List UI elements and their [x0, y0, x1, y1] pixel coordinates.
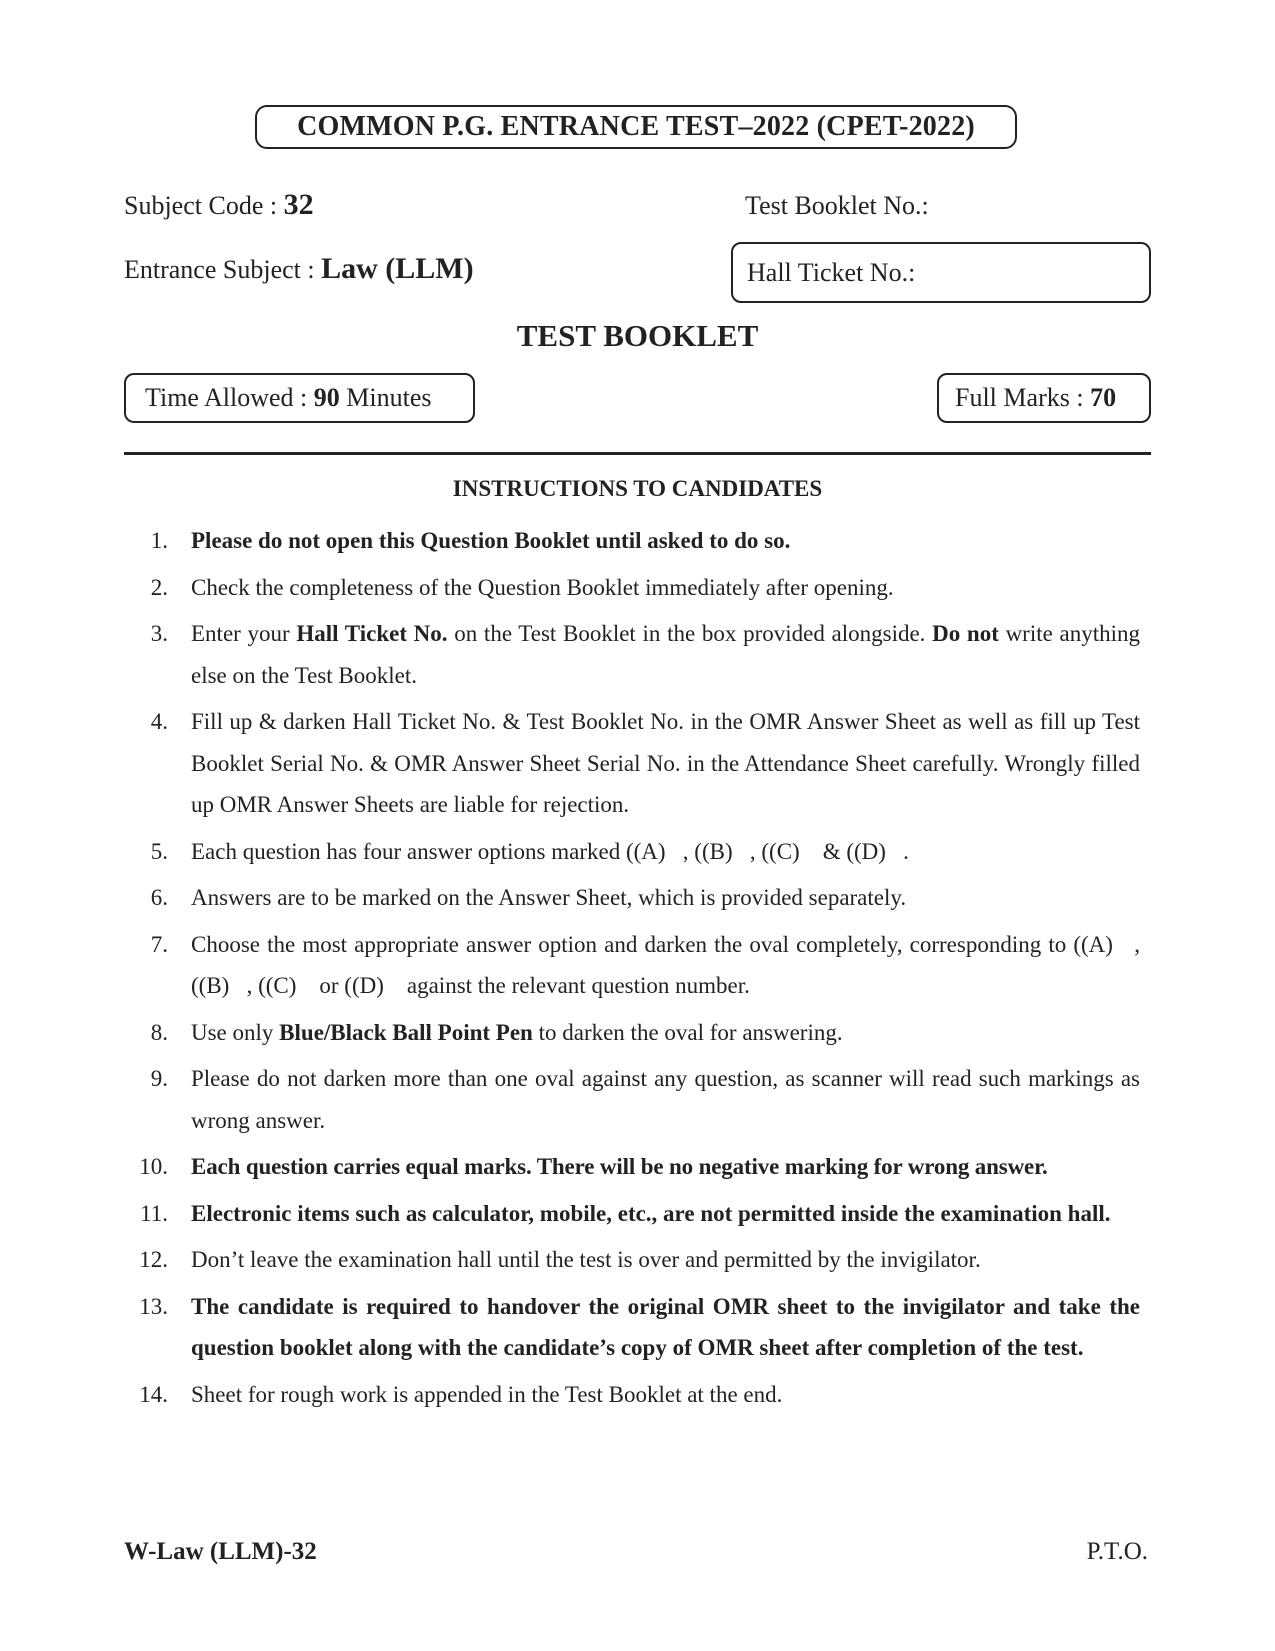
- instruction-number: 2.: [150, 574, 168, 600]
- subject-code-label: Subject Code :: [124, 191, 284, 220]
- entrance-subject: [124, 252, 474, 286]
- instruction-text: Please do not darken more than one oval against any question, as scanner will read such markings as wrong answer.: [191, 1066, 1140, 1133]
- instruction-number: 3.: [150, 621, 168, 646]
- entrance-subject-value: Law (LLM): [321, 252, 474, 285]
- instruction-item: [124, 1146, 1140, 1188]
- instruction-number: 7.: [150, 931, 168, 957]
- marks-value: 70: [1090, 383, 1117, 412]
- instruction-item: [124, 1012, 1140, 1054]
- time-unit: Minutes: [339, 383, 432, 412]
- instruction-item: [124, 1193, 1140, 1235]
- instruction-text-part: Use only: [191, 1019, 280, 1045]
- instruction-text-part: to darken the oval for answering.: [532, 1019, 843, 1045]
- instruction-number: 14.: [139, 1381, 168, 1407]
- instruction-item: [124, 1058, 1140, 1141]
- instruction-text: [191, 1012, 1140, 1054]
- instruction-item: [124, 1286, 1140, 1369]
- instruction-number: 8.: [150, 1019, 168, 1045]
- instruction-text: [191, 613, 1146, 696]
- instruction-item: [124, 701, 1140, 826]
- instruction-text: Check the completeness of the Question Booklet immediately after opening.: [191, 574, 894, 600]
- instruction-number: 6.: [150, 885, 168, 910]
- instruction-item: [124, 567, 1140, 609]
- time-label: Time Allowed :: [145, 383, 308, 412]
- instructions-heading: INSTRUCTIONS TO CANDIDATES: [452, 476, 823, 501]
- instruction-item: [124, 520, 1140, 562]
- instruction-text-part: write anything else on the Test Booklet.: [191, 621, 1146, 688]
- booklet-heading: TEST BOOKLET: [516, 318, 759, 353]
- hall-ticket-label: Hall Ticket No.:: [747, 257, 916, 287]
- marks-label: Full Marks :: [955, 383, 1091, 412]
- instruction-number: 4.: [150, 709, 168, 734]
- hall-ticket-box[interactable]: [731, 242, 1151, 303]
- instruction-emphasis: Hall Ticket No.: [296, 621, 448, 646]
- instruction-text: Answers are to be marked on the Answer Sheet, which is provided separately.: [191, 885, 907, 910]
- test-booklet-no-label: Test Booklet No.:: [745, 191, 929, 220]
- instruction-number: 5.: [150, 838, 168, 864]
- full-marks-box: [937, 373, 1151, 423]
- instruction-emphasis: Do not: [932, 621, 999, 646]
- instruction-text: Choose the most appropriate answer option and darken the oval completely, corresponding to ((A) , ((B) , ((C) or ((D) against the relevant question number.: [191, 931, 1146, 998]
- instruction-item: [124, 877, 1140, 919]
- instruction-text: Each question has four answer options marked ((A) , ((B) , ((C) & ((D) .: [191, 838, 909, 864]
- instruction-text-part: Enter your: [191, 621, 297, 646]
- footer-code: W-Law (LLM)-32: [124, 1538, 317, 1565]
- subject-code: [124, 188, 314, 222]
- footer-pto: P.T.O.: [1086, 1538, 1148, 1565]
- instruction-item: [124, 831, 1140, 873]
- time-value: 90: [313, 383, 340, 412]
- instruction-text: Don’t leave the examination hall until the test is over and permitted by the invigilator.: [191, 1247, 981, 1272]
- instruction-text: Fill up & darken Hall Ticket No. & Test Booklet No. in the OMR Answer Sheet as well as fill up Test Booklet Serial No. & OMR Answer Sheet Serial No. in the Attendance Sheet carefully. Wrongly filled up OMR Answer Sheets are liable for rejection.: [191, 709, 1140, 817]
- instruction-item: [124, 613, 1146, 696]
- instruction-text: Electronic items such as calculator, mobile, etc., are not permitted inside the examination hall.: [191, 1200, 1111, 1226]
- instruction-item: [124, 1239, 1140, 1281]
- instruction-text: Please do not open this Question Booklet until asked to do so.: [191, 528, 791, 553]
- instruction-item: [124, 924, 1146, 1007]
- entrance-subject-label: Entrance Subject :: [124, 255, 322, 284]
- time-allowed-box: [124, 373, 475, 423]
- instruction-number: 1.: [150, 528, 168, 553]
- instructions-list: [124, 520, 1146, 1420]
- instruction-number: 12.: [139, 1247, 168, 1272]
- divider: [124, 452, 1151, 455]
- instruction-emphasis: Blue/Black Ball Point Pen: [279, 1019, 533, 1045]
- instruction-number: 11.: [140, 1200, 168, 1226]
- instruction-text-part: on the Test Booklet in the box provided alongside.: [447, 621, 933, 646]
- instruction-number: 13.: [139, 1293, 168, 1319]
- subject-code-value: 32: [283, 188, 314, 221]
- exam-title: COMMON P.G. ENTRANCE TEST–2022 (CPET-2022): [255, 105, 1017, 149]
- instruction-text: Each question carries equal marks. There will be no negative marking for wrong answer.: [191, 1154, 1048, 1179]
- instruction-number: 10.: [139, 1154, 168, 1179]
- instruction-number: 9.: [150, 1066, 168, 1091]
- instruction-text: Sheet for rough work is appended in the Test Booklet at the end.: [191, 1381, 783, 1407]
- instruction-text: The candidate is required to handover the original OMR sheet to the invigilator and take the question booklet along with the candidate’s copy of OMR sheet after completion of the test.: [191, 1293, 1140, 1360]
- instruction-item: [124, 1374, 1140, 1416]
